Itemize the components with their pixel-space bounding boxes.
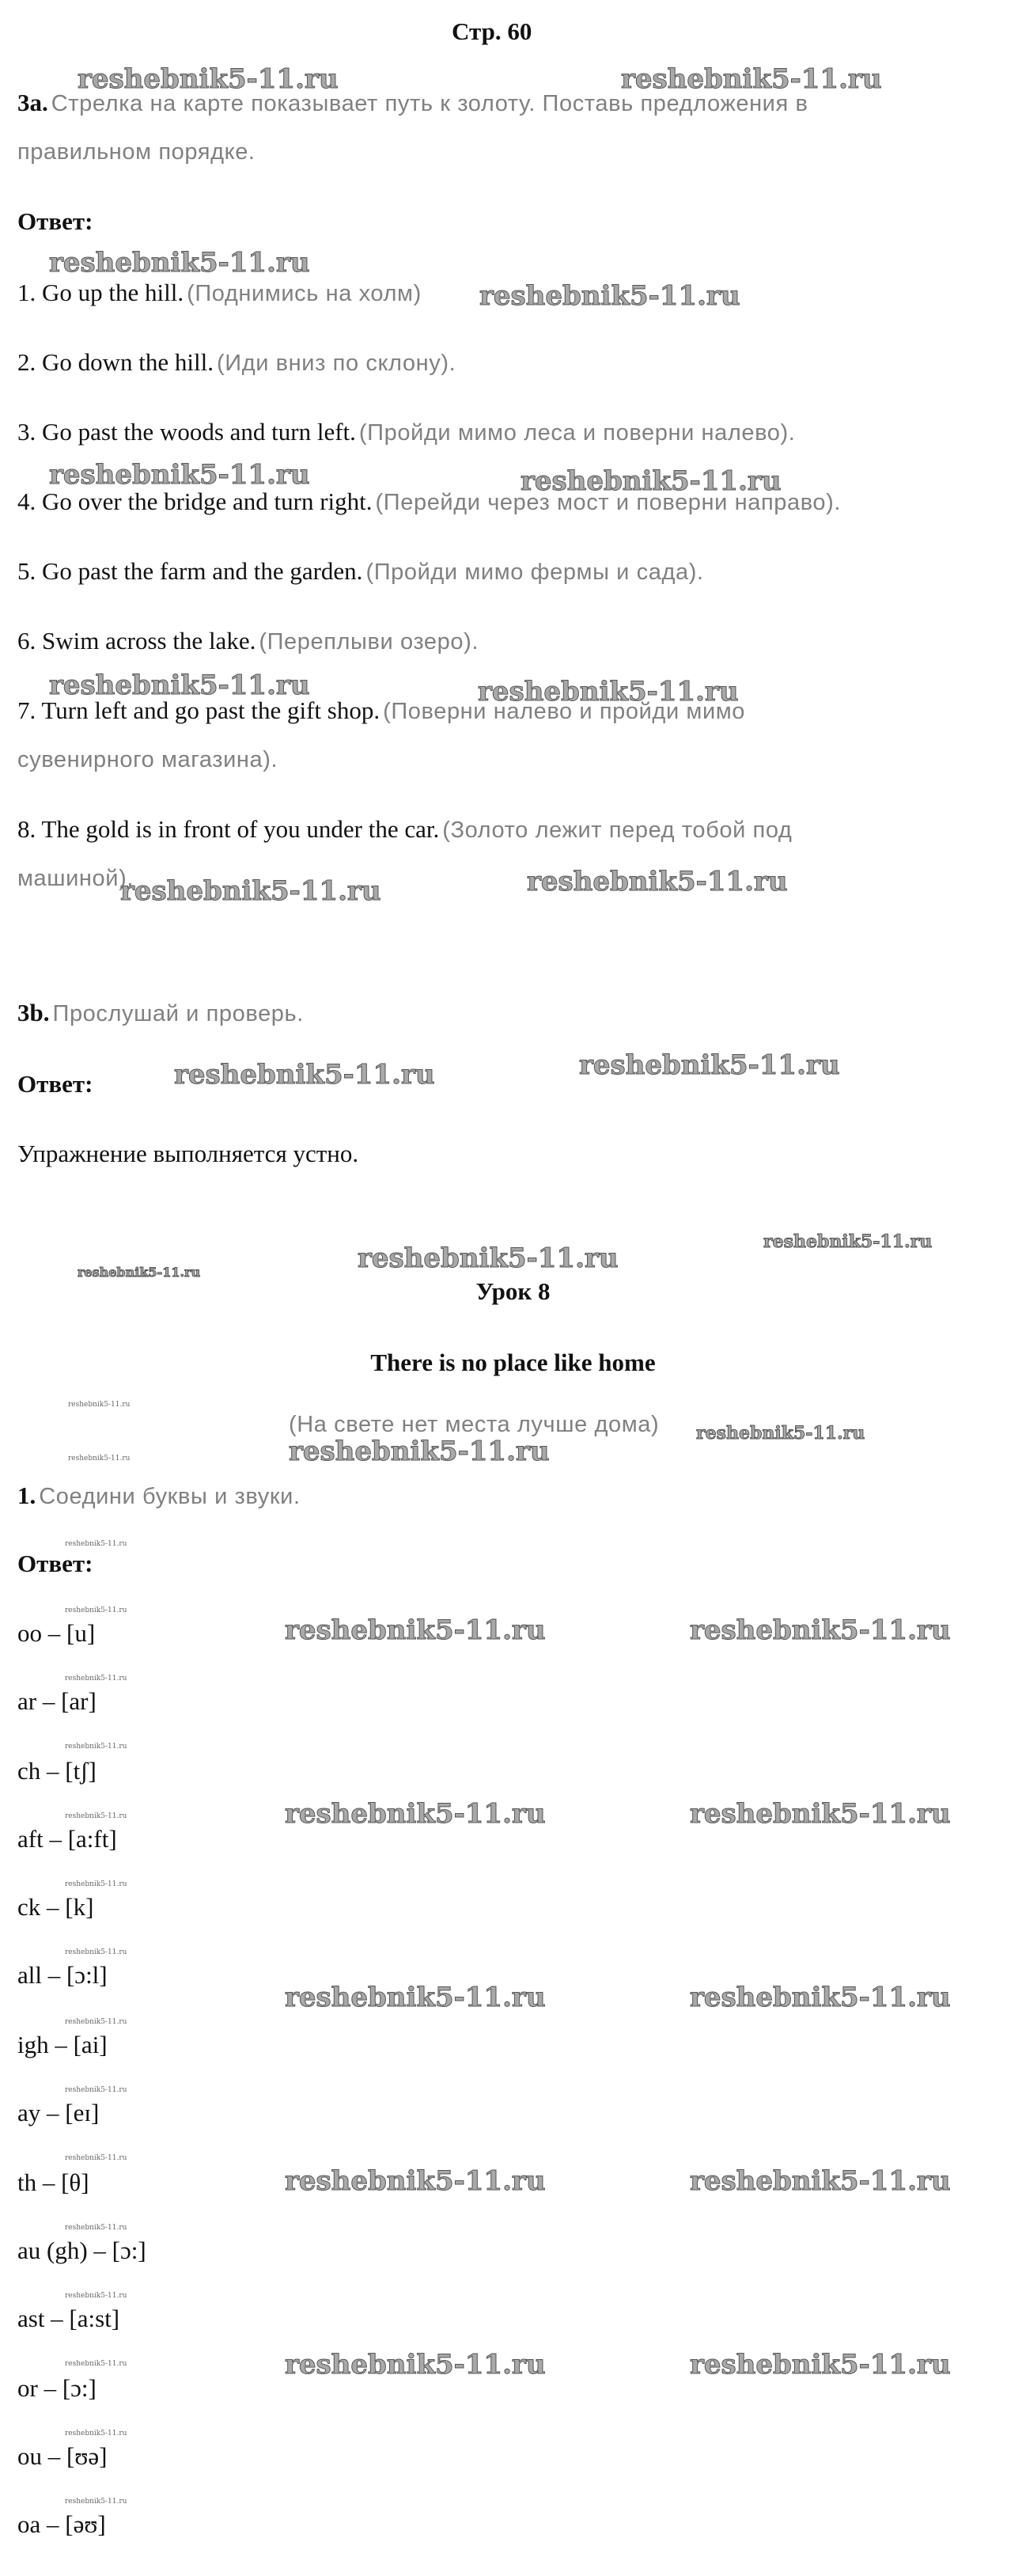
- answer-item-ru: (Пройди мимо леса и поверни налево).: [358, 420, 796, 446]
- watermark: reshebnik5-11.ru: [285, 1982, 546, 2013]
- answer-item-ru: (Иди вниз по склону).: [217, 351, 456, 376]
- watermark: reshebnik5-11.ru: [285, 1798, 546, 1830]
- watermark: reshebnik5-11.ru: [621, 63, 882, 95]
- sound-pair: aft – [a:ft]: [17, 1825, 117, 1853]
- watermark: reshebnik5-11.ru: [65, 1948, 127, 1956]
- answer-label: Ответ:: [17, 1550, 93, 1577]
- watermark: reshebnik5-11.ru: [65, 2430, 127, 2438]
- watermark: reshebnik5-11.ru: [690, 1798, 951, 1830]
- answer-item-en: 3. Go past the woods and turn left.: [17, 418, 356, 446]
- watermark: reshebnik5-11.ru: [763, 1231, 933, 1252]
- answer-item: [17, 815, 792, 844]
- page-header: Стр. 60: [452, 17, 532, 45]
- watermark: reshebnik5-11.ru: [49, 459, 310, 491]
- answer-label: Ответ:: [17, 1070, 93, 1098]
- sound-pair: ar – [ar]: [17, 1687, 97, 1715]
- sound-pair: au (gh) – [ɔ:]: [17, 2236, 146, 2264]
- answer-item-ru: (Пройди мимо фермы и сада).: [365, 560, 704, 585]
- answer-text: Упражнение выполняется устно.: [17, 1140, 359, 1167]
- watermark: reshebnik5-11.ru: [65, 1607, 127, 1614]
- answer-item-en: 1. Go up the hill.: [17, 279, 184, 306]
- answer-item: [17, 418, 795, 446]
- watermark: reshebnik5-11.ru: [690, 2349, 951, 2381]
- lesson-subtitle-translation: (На свете нет места лучше дома): [289, 1412, 660, 1437]
- answer-item-ru: (Золото лежит перед тобой под: [442, 818, 793, 843]
- answer-item-en: 5. Go past the farm and the garden.: [17, 557, 363, 585]
- watermark: reshebnik5-11.ru: [289, 1436, 550, 1467]
- exercise-number: 1.: [17, 1481, 36, 1509]
- sound-pair: th – [θ]: [17, 2168, 89, 2196]
- watermark: reshebnik5-11.ru: [49, 247, 310, 279]
- watermark: reshebnik5-11.ru: [120, 875, 381, 907]
- answer-item-ru-continued: сувенирного магазина).: [17, 747, 278, 772]
- answer-label: Ответ:: [17, 207, 93, 235]
- task-text: Стрелка на карте показывает путь к золоту. Поставь предложения в: [51, 91, 808, 116]
- task-text: Соедини буквы и звуки.: [39, 1484, 301, 1509]
- watermark: reshebnik5-11.ru: [65, 2086, 127, 2094]
- watermark: reshebnik5-11.ru: [285, 2349, 546, 2381]
- answer-item: [17, 348, 456, 377]
- watermark: reshebnik5-11.ru: [65, 1540, 127, 1548]
- watermark: reshebnik5-11.ru: [521, 465, 782, 497]
- watermark: reshebnik5-11.ru: [65, 2154, 127, 2162]
- answer-item-en: 8. The gold is in front of you under the car.: [17, 815, 440, 843]
- exercise-number: 3a.: [17, 89, 48, 116]
- answer-item-en: 6. Swim across the lake.: [17, 627, 256, 654]
- answer-item-en: 2. Go down the hill.: [17, 348, 214, 376]
- sound-pair: ck – [k]: [17, 1893, 94, 1921]
- exercise-number: 3b.: [17, 999, 50, 1026]
- watermark: reshebnik5-11.ru: [696, 1423, 865, 1444]
- sound-pair: oa – [əʊ]: [17, 2510, 106, 2538]
- watermark: reshebnik5-11.ru: [65, 2224, 127, 2232]
- watermark: reshebnik5-11.ru: [65, 2360, 127, 2368]
- sound-pair: ch – [tʃ]: [17, 1757, 97, 1785]
- watermark: reshebnik5-11.ru: [65, 2292, 127, 2300]
- watermark: reshebnik5-11.ru: [49, 670, 310, 701]
- watermark: reshebnik5-11.ru: [285, 1614, 546, 1646]
- watermark: reshebnik5-11.ru: [690, 1982, 951, 2013]
- watermark: reshebnik5-11.ru: [65, 1743, 127, 1751]
- answer-item-ru-continued: машиной).: [17, 866, 134, 891]
- watermark: reshebnik5-11.ru: [65, 2498, 127, 2506]
- answer-item-en: 7. Turn left and go past the gift shop.: [17, 696, 380, 724]
- sound-pair: ay – [eɪ]: [17, 2099, 100, 2126]
- watermark: reshebnik5-11.ru: [527, 866, 788, 897]
- task-text: Прослушай и проверь.: [52, 1001, 304, 1026]
- watermark: reshebnik5-11.ru: [65, 2018, 127, 2026]
- watermark: reshebnik5-11.ru: [65, 1675, 127, 1683]
- watermark: reshebnik5-11.ru: [68, 1401, 131, 1409]
- sound-pair: ast – [a:st]: [17, 2305, 120, 2332]
- watermark: reshebnik5-11.ru: [78, 63, 339, 95]
- watermark: reshebnik5-11.ru: [479, 280, 740, 312]
- answer-item-ru: (Перейди через мост и поверни направо).: [375, 490, 842, 515]
- answer-item: [17, 627, 479, 655]
- sound-pair: all – [ɔ:l]: [17, 1961, 108, 1989]
- exercise-3b-task: [17, 999, 304, 1027]
- watermark: reshebnik5-11.ru: [690, 1614, 951, 1646]
- answer-item-ru: (Переплыви озеро).: [259, 629, 479, 654]
- watermark: reshebnik5-11.ru: [174, 1059, 435, 1091]
- watermark: reshebnik5-11.ru: [358, 1242, 619, 1274]
- sound-pair: or – [ɔ:]: [17, 2374, 97, 2402]
- watermark: reshebnik5-11.ru: [478, 676, 739, 708]
- task-text-continued: правильном порядке.: [17, 139, 256, 165]
- answer-item-en: 4. Go over the bridge and turn right.: [17, 488, 373, 515]
- answer-item: [17, 557, 704, 586]
- watermark: reshebnik5-11.ru: [78, 1265, 201, 1280]
- watermark: reshebnik5-11.ru: [65, 1880, 127, 1888]
- watermark: reshebnik5-11.ru: [690, 2165, 951, 2197]
- watermark: reshebnik5-11.ru: [68, 1455, 131, 1463]
- lesson-title: Урок 8: [475, 1277, 551, 1305]
- lesson-subtitle: There is no place like home: [370, 1349, 656, 1376]
- answer-item-ru: (Поднимись на холм): [187, 281, 422, 306]
- answer-item-ru: (Поверни налево и пройди мимо: [383, 699, 746, 724]
- sound-pair: oo – [u]: [17, 1619, 96, 1647]
- sound-pair: ou – [ʊə]: [17, 2442, 108, 2470]
- exercise-1-task: [17, 1481, 301, 1510]
- watermark: reshebnik5-11.ru: [579, 1049, 840, 1081]
- watermark: reshebnik5-11.ru: [285, 2165, 546, 2197]
- sound-pair: igh – [ai]: [17, 2031, 108, 2058]
- answer-item: [17, 279, 422, 307]
- watermark: reshebnik5-11.ru: [65, 1812, 127, 1820]
